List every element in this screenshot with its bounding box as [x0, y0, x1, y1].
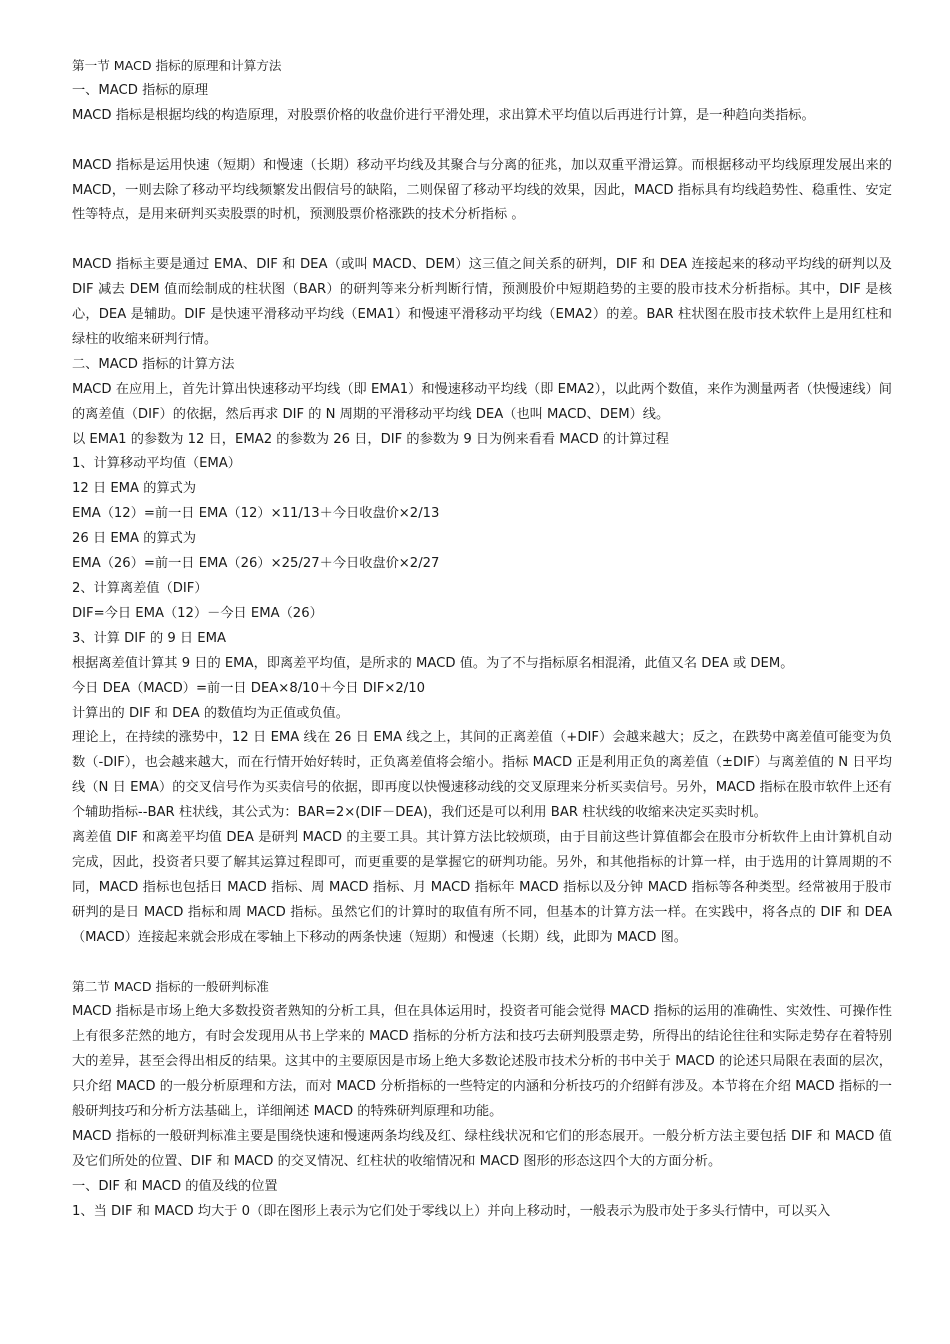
- blank-line: [72, 228, 892, 253]
- document-page: [72, 54, 892, 1225]
- paragraph: MACD 指标是运用快速（短期）和慢速（长期）移动平均线及其聚合与分离的征兆，加以双重平滑运算。而根据移动平均线原理发展出来的 MACD，一则去除了移动平均线频繁发出假信号的缺陷，二则保留了移动平均线的效果，因此，MACD 指标具有均线趋势性、稳重性、安定性等特点，是用来研判买卖股票的时机，预测股票价格涨跌的技术分析指标 。: [72, 157, 892, 223]
- subheading-dif-macd: 一、DIF 和 MACD 的值及线的位置: [72, 1178, 278, 1194]
- blank-line: [72, 129, 892, 154]
- paragraph: 计算出的 DIF 和 DEA 的数值均为正值或负值。: [72, 705, 349, 721]
- paragraph: 离差值 DIF 和离差平均值 DEA 是研判 MACD 的主要工具。其计算方法比较烦琐，由于目前这些计算值都会在股市分析软件上由计算机自动完成，因此，投资者只要了解其运算过程即可，而更重要的是掌握它的研判功能。另外，和其他指标的计算一样，由于选用的计算周期的不同，MACD 指标也包括日 MACD 指标、周 MACD 指标、月 MACD 指标年 MACD 指标以及分钟 MACD 指标等各种类型。经常被用于股市研判的是日 MACD 指标和周 MACD 指标。虽然它们的计算时的取值有所不同，但基本的计算方法一样。在实践中，将各点的 DIF 和 DEA（MACD）连接起来就会形成在零轴上下移动的两条快速（短期）和慢速（长期）线，此即为 MACD 图。: [72, 830, 892, 945]
- subheading-calculation: 二、MACD 指标的计算方法: [72, 356, 235, 372]
- paragraph: MACD 指标是根据均线的构造原理，对股票价格的收盘价进行平滑处理，求出算术平均值以后再进行计算，是一种趋向类指标。: [72, 107, 815, 123]
- step-2: 2、计算离差值（DIF）: [72, 581, 208, 596]
- formula-label: 12 日 EMA 的算式为: [72, 481, 197, 497]
- formula: EMA（26）=前一日 EMA（26）×25/27＋今日收盘价×2/27: [72, 556, 440, 572]
- paragraph: MACD 指标是市场上绝大多数投资者熟知的分析工具，但在具体运用时，投资者可能会觉得 MACD 指标的运用的准确性、实效性、可操作性上有很多茫然的地方，有时会发现用从书上学来的 MACD 指标的分析方法和技巧去研判股票走势，所得出的结论往往和实际走势存在着特别大的差异，甚至会得出相反的结果。这其中的主要原因是市场上绝大多数论述股市技术分析的书中关于 MACD 的论述只局限在表面的层次，只介绍 MACD 的一般分析原理和方法，而对 MACD 分析指标的一些特定的内涵和分析技巧的介绍鲜有涉及。本节将在介绍 MACD 指标的一般研判技巧和分析方法基础上，详细阐述 MACD 的特殊研判原理和功能。: [72, 1004, 892, 1120]
- formula: DIF=今日 EMA（12）－今日 EMA（26）: [72, 605, 323, 621]
- paragraph: 理论上，在持续的涨势中，12 日 EMA 线在 26 日 EMA 线之上，其间的正离差值（+DIF）会越来越大；反之，在跌势中离差值可能变为负数（-DIF），也会越来越大，而在行情开始好转时，正负离差值将会缩小。指标 MACD 正是利用正负的离差值（±DIF）与离差值的 N 日平均线（N 日 EMA）的交叉信号作为买卖信号的依据，即再度以快慢速移动线的交叉原理来分析买卖信号。另外，MACD 指标在股市软件上还有个辅助指标--BAR 柱状线，其公式为：BAR=2×(DIF－DEA)，我们还是可以利用 BAR 柱状线的收缩来决定买卖时机。: [72, 730, 892, 821]
- formula: EMA（12）=前一日 EMA（12）×11/13＋今日收盘价×2/13: [72, 506, 440, 522]
- paragraph: MACD 指标主要是通过 EMA、DIF 和 DEA（或叫 MACD、DEM）这三值之间关系的研判，DIF 和 DEA 连接起来的移动平均线的研判以及 DIF 减去 DEM 值而绘制成的柱状图（BAR）的研判等来分析判断行情，预测股价中短期趋势的主要的股市技术分析指标。其中，DIF 是核心，DEA 是辅助。DIF 是快速平滑移动平均线（EMA1）和慢速平滑移动平均线（EMA2）的差。BAR 柱状图在股市技术软件上是用红柱和绿柱的收缩来研判行情。: [72, 257, 892, 347]
- step-1: 1、计算移动平均值（EMA）: [72, 456, 241, 472]
- blank-line: [72, 951, 892, 976]
- step-3: 3、计算 DIF 的 9 日 EMA: [72, 630, 227, 646]
- subheading-principle: 一、MACD 指标的原理: [72, 82, 209, 98]
- paragraph: MACD 在应用上，首先计算出快速移动平均线（即 EMA1）和慢速移动平均线（即 EMA2），以此两个数值，来作为测量两者（快慢速线）间的离差值（DIF）的依据，然后再求 DIF 的 N 周期的平滑移动平均线 DEA（也叫 MACD、DEM）线。: [72, 381, 892, 422]
- formula: 今日 DEA（MACD）=前一日 DEA×8/10＋今日 DIF×2/10: [72, 680, 426, 696]
- formula-label: 26 日 EMA 的算式为: [72, 531, 197, 547]
- paragraph: 根据离差值计算其 9 日的 EMA，即离差平均值，是所求的 MACD 值。为了不与指标原名相混淆，此值又名 DEA 或 DEM。: [72, 655, 794, 671]
- paragraph: 以 EMA1 的参数为 12 日，EMA2 的参数为 26 日，DIF 的参数为 9 日为例来看看 MACD 的计算过程: [72, 431, 669, 447]
- paragraph: 1、当 DIF 和 MACD 均大于 0（即在图形上表示为它们处于零线以上）并向上移动时，一般表示为股市处于多头行情中，可以买入: [72, 1203, 831, 1219]
- section-1-title: 第一节 MACD 指标的原理和计算方法: [72, 58, 282, 73]
- section-2-title: 第二节 MACD 指标的一般研判标准: [72, 979, 269, 995]
- paragraph: MACD 指标的一般研判标准主要是围绕快速和慢速两条均线及红、绿柱线状况和它们的形态展开。一般分析方法主要包括 DIF 和 MACD 值及它们所处的位置、DIF 和 MACD 的交叉情况、红柱状的收缩情况和 MACD 图形的形态这四个大的方面分析。: [72, 1128, 892, 1169]
